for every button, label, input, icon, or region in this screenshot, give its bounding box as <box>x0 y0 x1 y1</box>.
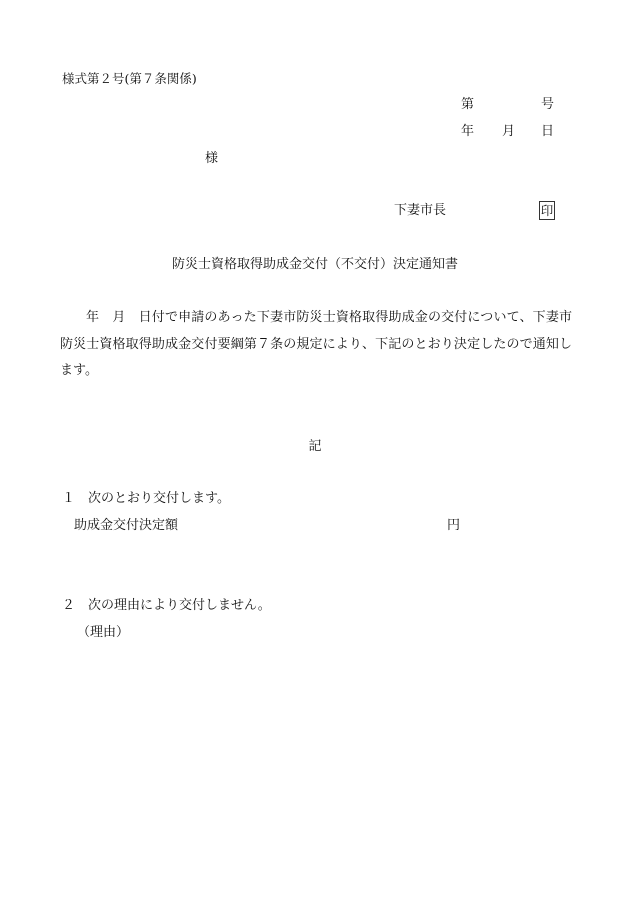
form-label: 様式第２号(第７条関係) <box>62 71 197 86</box>
item-2-non-grant: ２ 次の理由により交付しません。 <box>62 598 271 613</box>
sender-name: 下妻市長 <box>394 203 447 218</box>
date-year-label: 年 <box>461 124 475 139</box>
document-number-suffix: 号 <box>541 97 555 112</box>
document-number-prefix: 第 <box>461 97 475 112</box>
ki-heading: 記 <box>308 439 322 454</box>
date-day-label: 日 <box>541 124 555 139</box>
date-month-label: 月 <box>502 124 516 139</box>
grant-amount-label: 助成金交付決定額 <box>74 518 179 533</box>
seal-stamp-box: 印 <box>540 203 554 218</box>
addressee-suffix: 様 <box>205 151 219 166</box>
reason-label: （理由） <box>77 625 130 640</box>
yen-unit: 円 <box>447 518 461 533</box>
body-paragraph: 年 月 日付で申請のあった下妻市防災士資格取得助成金の交付について、下妻市防災士資格取得助成金交付要綱第７条の規定により、下記のとおり決定したので通知します。 <box>60 310 572 378</box>
item-1-grant: １ 次のとおり交付します。 <box>62 491 230 506</box>
document-title: 防災士資格取得助成金交付（不交付）決定通知書 <box>171 257 458 272</box>
